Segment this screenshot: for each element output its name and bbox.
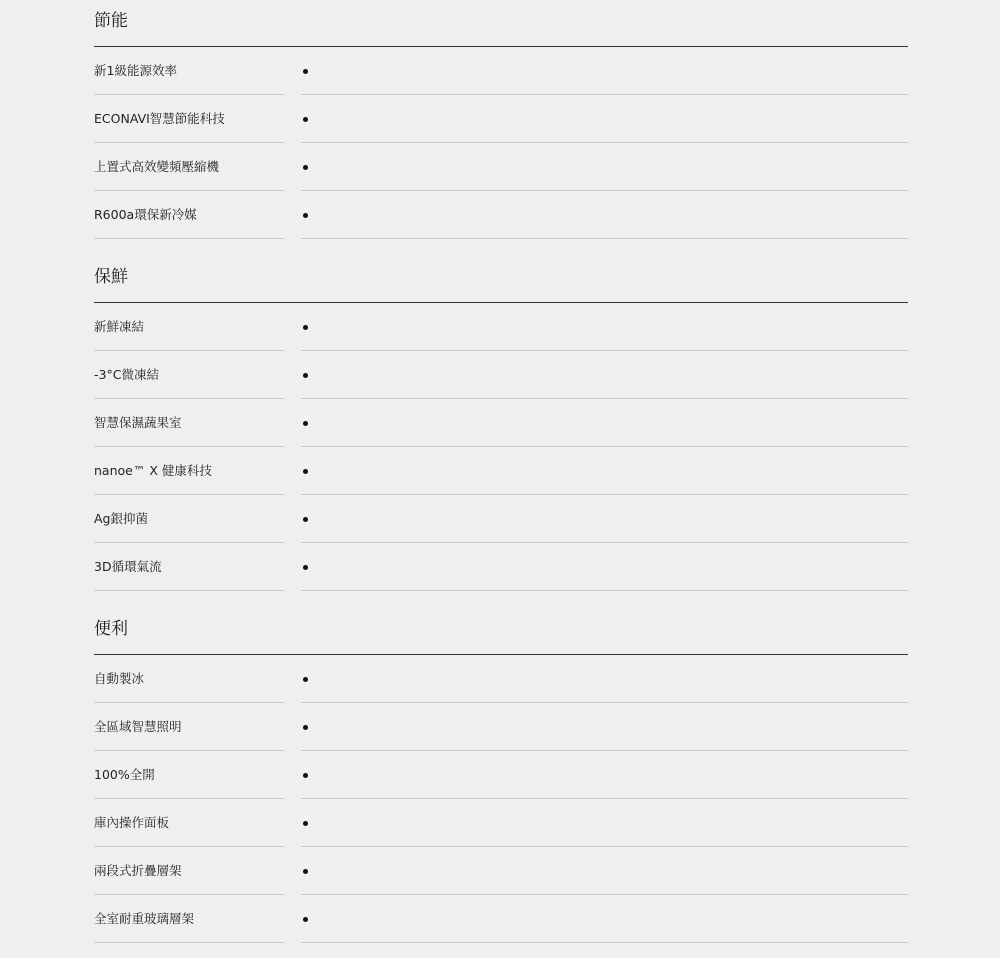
spec-value bbox=[301, 655, 908, 703]
spec-value bbox=[301, 143, 908, 191]
spec-row bbox=[94, 399, 908, 447]
spec-row bbox=[94, 655, 908, 703]
spec-value bbox=[301, 751, 908, 799]
bullet-icon bbox=[303, 69, 308, 74]
spec-label: 智慧保濕蔬果室 bbox=[94, 399, 284, 447]
bullet-icon bbox=[303, 725, 308, 730]
bullet-icon bbox=[303, 421, 308, 426]
bullet-icon bbox=[303, 165, 308, 170]
spec-value bbox=[301, 543, 908, 591]
section-energy-saving bbox=[94, 0, 908, 239]
spec-value bbox=[301, 47, 908, 95]
section-title: 保鮮 bbox=[94, 256, 908, 303]
spec-value bbox=[301, 895, 908, 943]
spec-label: 新鮮凍結 bbox=[94, 303, 284, 351]
bullet-icon bbox=[303, 373, 308, 378]
spec-label: 全區域智慧照明 bbox=[94, 703, 284, 751]
bullet-icon bbox=[303, 213, 308, 218]
spec-row bbox=[94, 351, 908, 399]
spec-value bbox=[301, 95, 908, 143]
bullet-icon bbox=[303, 117, 308, 122]
spec-value bbox=[301, 351, 908, 399]
spec-label: 全室耐重玻璃層架 bbox=[94, 895, 284, 943]
section-title: 便利 bbox=[94, 608, 908, 655]
spec-value bbox=[301, 447, 908, 495]
spec-label: -3°C微凍結 bbox=[94, 351, 284, 399]
bullet-icon bbox=[303, 565, 308, 570]
spec-label: ECONAVI智慧節能科技 bbox=[94, 95, 284, 143]
spec-row bbox=[94, 543, 908, 591]
spec-value bbox=[301, 303, 908, 351]
bullet-icon bbox=[303, 821, 308, 826]
spec-row bbox=[94, 47, 908, 95]
section-title: 節能 bbox=[94, 0, 908, 47]
spec-row bbox=[94, 799, 908, 847]
spec-value bbox=[301, 703, 908, 751]
spec-value bbox=[301, 191, 908, 239]
spec-row bbox=[94, 447, 908, 495]
spec-row bbox=[94, 847, 908, 895]
spec-label: 上置式高效變頻壓縮機 bbox=[94, 143, 284, 191]
spec-label: 兩段式折疊層架 bbox=[94, 847, 284, 895]
bullet-icon bbox=[303, 917, 308, 922]
spec-label: 庫內操作面板 bbox=[94, 799, 284, 847]
spec-label: R600a環保新冷媒 bbox=[94, 191, 284, 239]
spec-row bbox=[94, 143, 908, 191]
spec-value bbox=[301, 847, 908, 895]
spec-row bbox=[94, 95, 908, 143]
spec-label: 3D循環氣流 bbox=[94, 543, 284, 591]
spec-row bbox=[94, 495, 908, 543]
bullet-icon bbox=[303, 325, 308, 330]
spec-row bbox=[94, 191, 908, 239]
spec-value bbox=[301, 799, 908, 847]
spec-label: 自動製冰 bbox=[94, 655, 284, 703]
spec-row bbox=[94, 895, 908, 943]
section-freshness bbox=[94, 256, 908, 591]
spec-value bbox=[301, 495, 908, 543]
bullet-icon bbox=[303, 869, 308, 874]
bullet-icon bbox=[303, 773, 308, 778]
spec-value bbox=[301, 399, 908, 447]
spec-label: Ag銀抑菌 bbox=[94, 495, 284, 543]
bullet-icon bbox=[303, 517, 308, 522]
bullet-icon bbox=[303, 469, 308, 474]
spec-label: 新1級能源效率 bbox=[94, 47, 284, 95]
spec-row bbox=[94, 303, 908, 351]
spec-label: 100%全開 bbox=[94, 751, 284, 799]
section-convenience bbox=[94, 608, 908, 943]
bullet-icon bbox=[303, 677, 308, 682]
spec-row bbox=[94, 703, 908, 751]
spec-label: nanoe™ X 健康科技 bbox=[94, 447, 284, 495]
spec-row bbox=[94, 751, 908, 799]
